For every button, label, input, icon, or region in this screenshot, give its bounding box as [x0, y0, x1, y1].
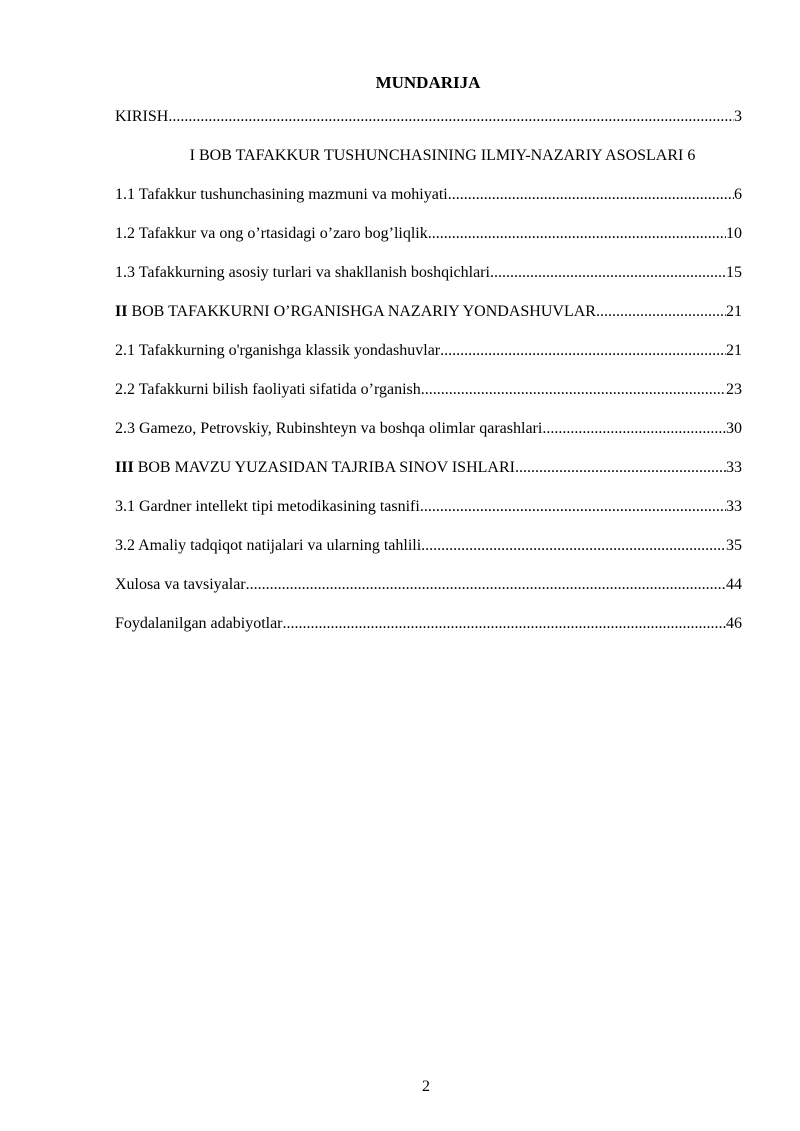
- toc-entry-page: 15: [726, 264, 742, 281]
- toc-entry-label: 1.3 Tafakkurning asosiy turlari va shakllanish boshqichlari: [115, 264, 490, 281]
- toc-entry-xulosa[interactable]: [115, 574, 742, 613]
- toc-entry-3-1[interactable]: [115, 496, 742, 535]
- dot-leader: [168, 106, 734, 128]
- chapter-numeral: II: [115, 303, 128, 320]
- dot-leader: [440, 340, 726, 362]
- toc-entry-chapter-3[interactable]: [115, 457, 742, 496]
- dot-leader: [420, 496, 726, 518]
- page-number: 2: [422, 1078, 430, 1095]
- dot-leader: [542, 418, 726, 440]
- toc-entry-label: I BOB TAFAKKUR TUSHUNCHASINING ILMIY-NAZARIY ASOSLARI 6: [189, 147, 696, 164]
- dot-leader: [515, 457, 726, 479]
- toc-entry-2-1[interactable]: [115, 340, 742, 379]
- toc-entry-page: 46: [726, 615, 742, 632]
- toc-entry-page: 21: [726, 303, 742, 320]
- toc-entry-chapter-1[interactable]: [115, 145, 742, 184]
- dot-leader: [246, 574, 726, 596]
- toc-entry-label: 2.2 Tafakkurni bilish faoliyati sifatida o’rganish: [115, 381, 421, 398]
- toc-entry-label: KIRISH: [115, 108, 169, 125]
- chapter-title: BOB TAFAKKURNI O’RGANISHGA NAZARIY YONDASHUVLAR: [127, 303, 596, 320]
- toc-entry-label: 1.2 Tafakkur va ong o’rtasidagi o’zaro bog’liqlik: [115, 225, 428, 242]
- dot-leader: [421, 535, 726, 557]
- toc-entry-page: 6: [734, 186, 742, 203]
- dot-leader: [428, 223, 726, 245]
- toc-entry-label: 2.1 Tafakkurning o'rganishga klassik yondashuvlar: [115, 342, 441, 359]
- toc-entry-kirish[interactable]: [115, 106, 742, 145]
- toc-entry-label: [115, 301, 596, 323]
- toc-entry-chapter-2[interactable]: [115, 301, 742, 340]
- toc-entry-label: Foydalanilgan adabiyotlar: [115, 615, 283, 632]
- chapter-numeral: III: [115, 459, 134, 476]
- chapter-title: BOB MAVZU YUZASIDAN TAJRIBA SINOV ISHLARI: [133, 459, 515, 476]
- toc-entry-label: 3.2 Amaliy tadqiqot natijalari va ularning tahlili: [115, 537, 422, 554]
- toc-entry-label: [115, 457, 515, 479]
- toc-entry-page: 30: [726, 420, 742, 437]
- toc-entry-1-3[interactable]: [115, 262, 742, 301]
- toc-entry-label: 2.3 Gamezo, Petrovskiy, Rubinshteyn va boshqa olimlar qarashlari: [115, 420, 543, 437]
- toc-entry-label: 3.1 Gardner intellekt tipi metodikasining tasnifi: [115, 498, 420, 515]
- dot-leader: [283, 613, 726, 635]
- toc-entry-page: 44: [726, 576, 742, 593]
- dot-leader: [596, 301, 726, 323]
- dot-leader: [490, 262, 726, 284]
- toc-entry-page: 33: [726, 459, 742, 476]
- toc-entry-page: 33: [726, 498, 742, 515]
- toc-entry-label: 1.1 Tafakkur tushunchasining mazmuni va mohiyati: [115, 186, 448, 203]
- toc-entry-2-3[interactable]: [115, 418, 742, 457]
- toc-title: MUNDARIJA: [375, 73, 481, 92]
- toc-entry-page: 23: [726, 381, 742, 398]
- toc-entry-1-1[interactable]: [115, 184, 742, 223]
- dot-leader: [448, 184, 734, 206]
- dot-leader: [421, 379, 726, 401]
- toc-entry-1-2[interactable]: [115, 223, 742, 262]
- toc-entry-page: 3: [734, 108, 742, 125]
- toc-entry-page: 35: [726, 537, 742, 554]
- toc-entry-3-2[interactable]: [115, 535, 742, 574]
- toc-entry-page: 21: [726, 342, 742, 359]
- toc-list: [115, 106, 742, 652]
- toc-entry-page: 10: [726, 225, 742, 242]
- toc-entry-adabiyotlar[interactable]: [115, 613, 742, 652]
- toc-entry-label: Xulosa va tavsiyalar: [115, 576, 246, 593]
- toc-entry-2-2[interactable]: [115, 379, 742, 418]
